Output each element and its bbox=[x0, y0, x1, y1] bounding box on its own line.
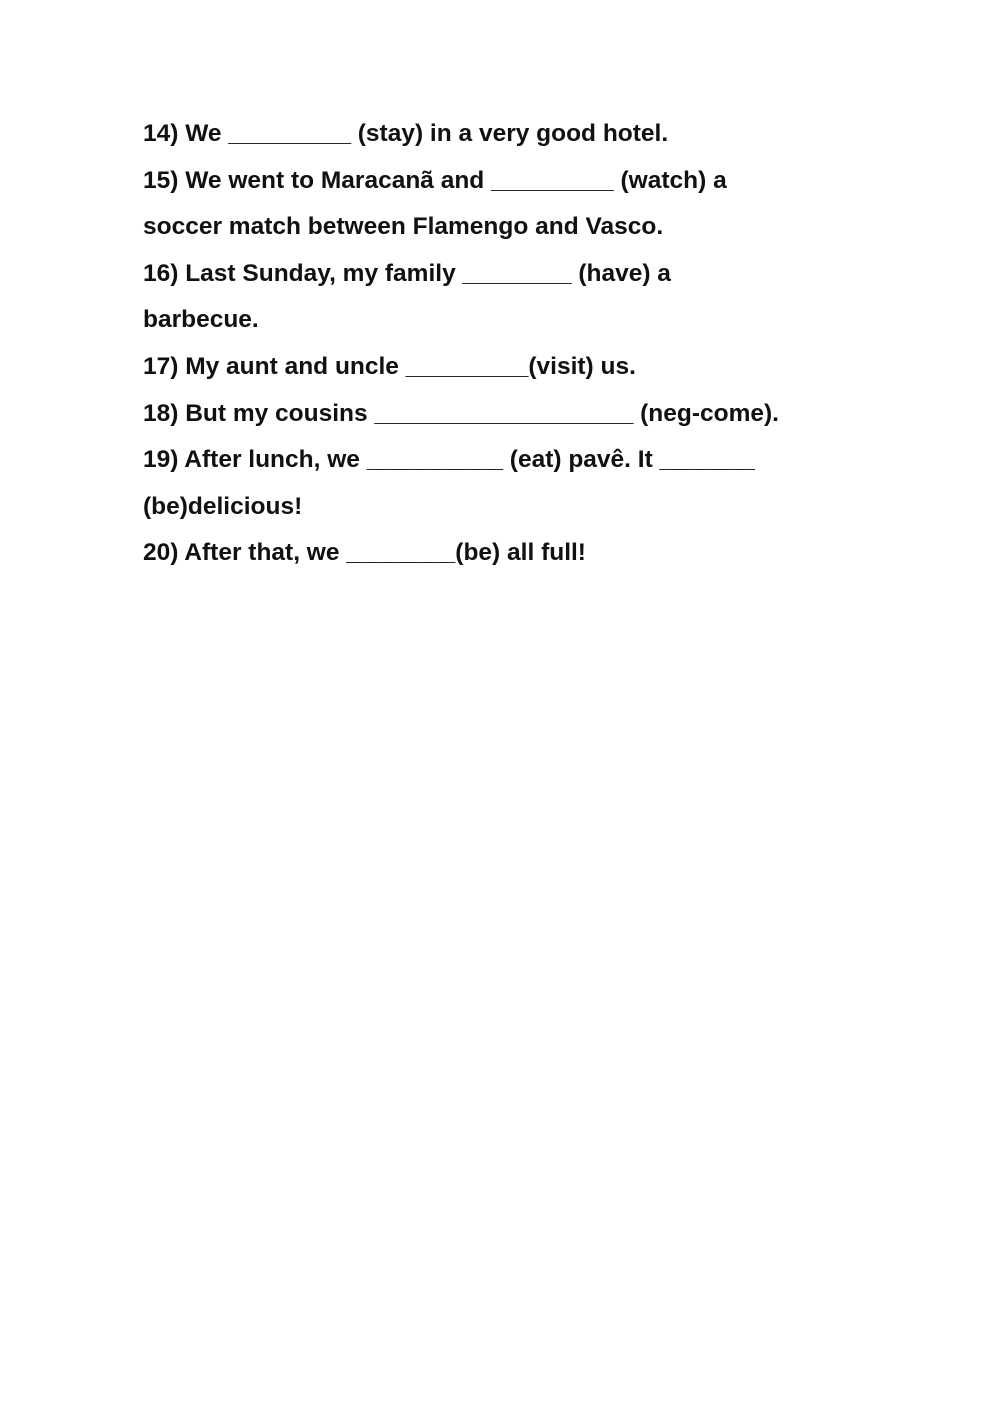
exercise-19-line-2: (be)delicious! bbox=[143, 492, 303, 520]
exercise-19-line-1: 19) After lunch, we __________ (eat) pavê. It _______ bbox=[143, 446, 755, 474]
exercise-15-line-1: 15) We went to Maracanã and _________ (watch) a bbox=[143, 166, 727, 194]
exercise-list bbox=[143, 111, 863, 577]
exercise-20-line: 20) After that, we ________(be) all full! bbox=[143, 539, 586, 567]
exercise-18-line: 18) But my cousins ___________________ (neg-come). bbox=[143, 399, 779, 427]
exercise-15-line-2: soccer match between Flamengo and Vasco. bbox=[143, 213, 664, 241]
exercise-17-line: 17) My aunt and uncle _________(visit) us. bbox=[143, 352, 636, 380]
exercise-14-line: 14) We _________ (stay) in a very good hotel. bbox=[143, 120, 669, 147]
exercise-16-line-1: 16) Last Sunday, my family ________ (have) a bbox=[143, 259, 671, 287]
exercise-16-line-2: barbecue. bbox=[143, 306, 259, 334]
